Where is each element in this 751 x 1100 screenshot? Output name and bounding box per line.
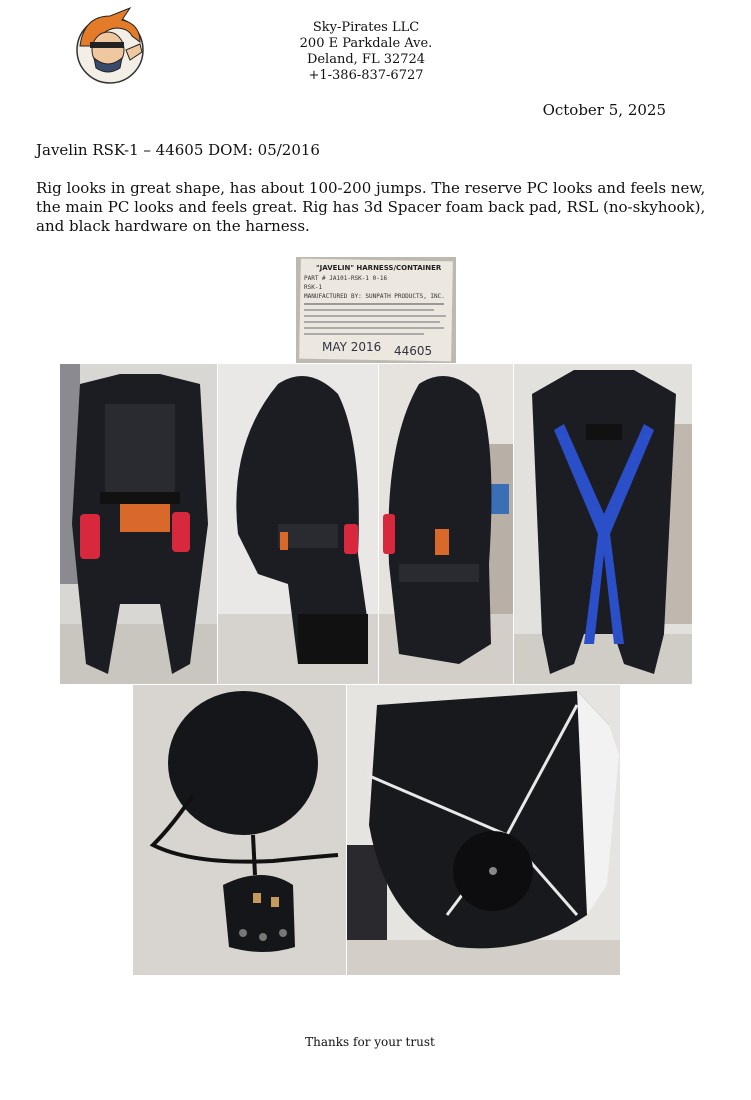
label-model: RSK-1: [304, 284, 323, 291]
rig-side-left-photo: [218, 364, 378, 684]
rig-subject-line: Javelin RSK-1 – 44605 DOM: 05/2016: [36, 141, 320, 159]
main-pilot-chute-photo: [133, 685, 346, 975]
rig-front-photo: [60, 364, 217, 684]
address-line-2: Deland, FL 32724: [306, 52, 426, 67]
company-name: Sky-Pirates LLC: [312, 20, 420, 35]
address-line-1: 200 E Parkdale Ave.: [299, 36, 433, 51]
tso-label-photo: [296, 257, 456, 363]
company-address-block: [216, 20, 516, 84]
reserve-pilot-chute-photo: [347, 685, 620, 975]
rig-side-right-photo: [379, 364, 513, 684]
letter-date: October 5, 2025: [542, 101, 666, 119]
label-manufacturer: MANUFACTURED BY: SUNPATH PRODUCTS, INC.: [304, 293, 445, 300]
label-part: PART # JA101-RSK-1 0-16: [304, 275, 388, 282]
label-date-stamp: MAY 2016: [322, 340, 382, 354]
rig-description: Rig looks in great shape, has about 100-200 jumps. The reserve PC looks and feels new, the main PC looks and feels great. Rig has 3d Spacer foam back pad, RSL (no-skyhook), and black hardware on the harness.: [36, 179, 706, 235]
company-logo: [70, 6, 148, 86]
closing-thanks: Thanks for your trust: [305, 1035, 435, 1049]
label-title: "JAVELIN" HARNESS/CONTAINER: [316, 264, 442, 272]
label-serial: 44605: [394, 344, 433, 358]
phone-number: +1-386-837-6727: [308, 68, 424, 83]
rig-back-pad-photo: [514, 364, 692, 684]
